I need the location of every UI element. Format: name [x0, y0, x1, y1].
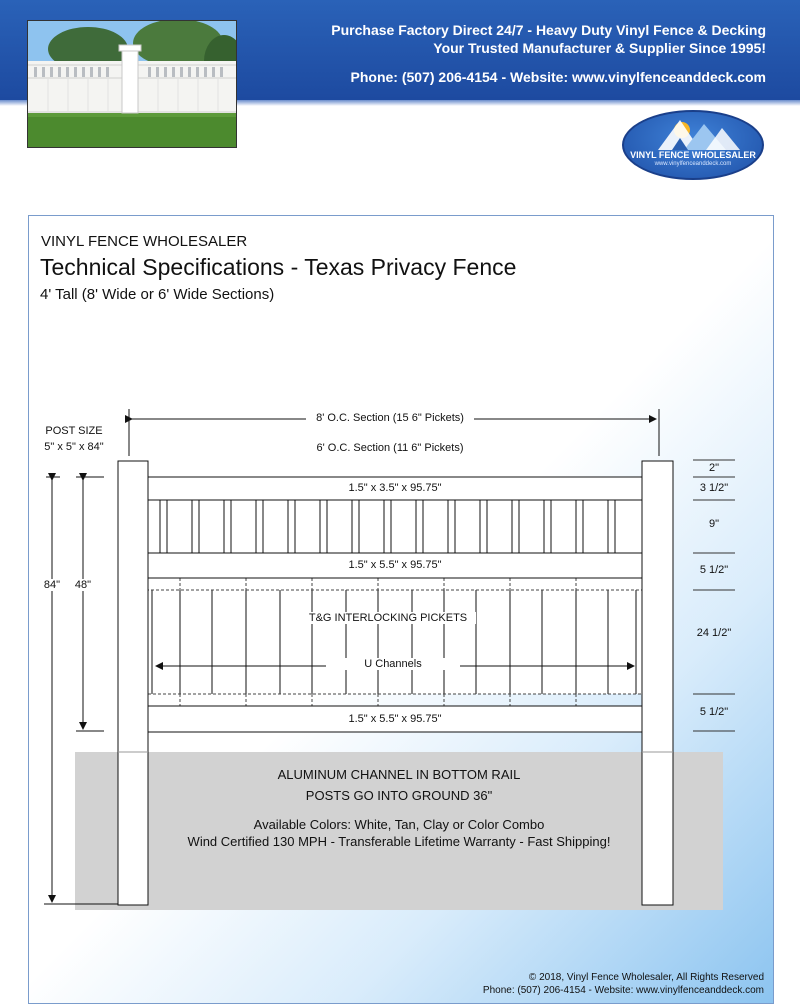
footer-contact: Phone: (507) 206-4154 - Website: www.vinylfenceanddeck.com	[482, 985, 764, 996]
header-tagline: Purchase Factory Direct 24/7 - Heavy Duty Vinyl Fence & Decking	[331, 22, 766, 38]
dim-3-5: 3 1/2"	[699, 482, 729, 494]
aluminum-channel-note: ALUMINUM CHANNEL IN BOTTOM RAIL	[277, 767, 521, 782]
height-48-label: 48"	[71, 579, 95, 591]
copyright: © 2018, Vinyl Fence Wholesaler, All Rights Reserved	[528, 972, 764, 983]
dim-5-5-upper: 5 1/2"	[699, 564, 729, 576]
post-size-value: 5" x 5" x 84"	[44, 441, 104, 453]
mid-rail-label: 1.5" x 5.5" x 95.75"	[348, 559, 442, 571]
dimension-ticks	[693, 460, 735, 731]
colors-note: Available Colors: White, Tan, Clay or Color Combo	[253, 817, 545, 832]
dim-5-5-lower: 5 1/2"	[699, 706, 729, 718]
dim-9: 9"	[708, 518, 720, 530]
spec-subtitle: 4' Tall (8' Wide or 6' Wide Sections)	[40, 286, 275, 303]
spec-company: VINYL FENCE WHOLESALER	[41, 233, 248, 250]
logo-url: www.vinylfenceanddeck.com	[654, 161, 732, 167]
header-since: Your Trusted Manufacturer & Supplier Since 1995!	[433, 40, 766, 56]
spec-title: Technical Specifications - Texas Privacy Fence	[40, 254, 517, 280]
logo-name: VINYL FENCE WHOLESALER	[630, 150, 756, 160]
header-contact: Phone: (507) 206-4154 - Website: www.vinylfenceanddeck.com	[350, 69, 766, 85]
top-lattice	[148, 500, 642, 553]
warranty-note: Wind Certified 130 MPH - Transferable Lifetime Warranty - Fast Shipping!	[187, 834, 611, 849]
section-6-label: 6' O.C. Section (11 6" Pickets)	[316, 442, 464, 454]
bottom-rail-label: 1.5" x 5.5" x 95.75"	[348, 713, 442, 725]
pickets-label: T&G INTERLOCKING PICKETS	[300, 612, 476, 624]
u-channels-label: U Channels	[328, 658, 458, 670]
section-8-label: 8' O.C. Section (15 6" Pickets)	[316, 412, 464, 424]
dim-2: 2"	[708, 462, 720, 474]
post-size-label: POST SIZE	[45, 425, 103, 437]
top-rail-label: 1.5" x 3.5" x 95.75"	[348, 482, 442, 494]
posts-ground-note: POSTS GO INTO GROUND 36"	[305, 788, 493, 803]
height-84-label: 84"	[40, 579, 64, 591]
dim-24-5: 24 1/2"	[696, 627, 732, 639]
